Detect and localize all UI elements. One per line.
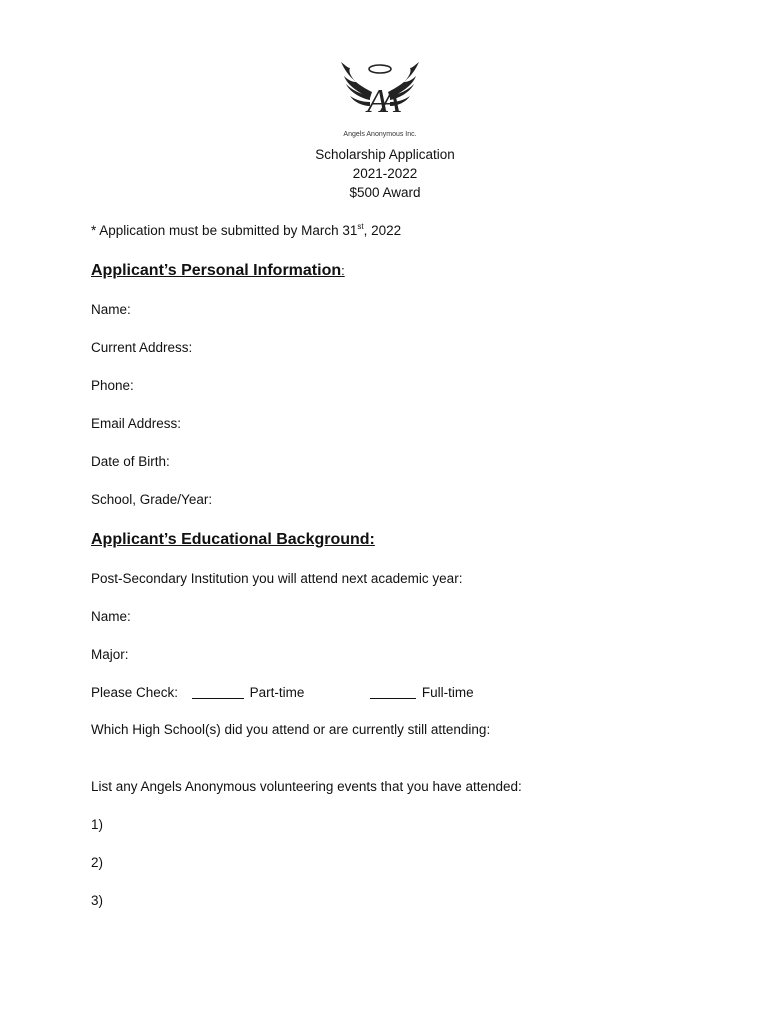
logo-caption: Angels Anonymous Inc. [343, 131, 417, 138]
full-time-label: Full-time [421, 685, 474, 700]
address-field-label: Current Address: [91, 340, 193, 355]
phone-field-label: Phone: [91, 378, 134, 393]
full-time-blank[interactable] [370, 686, 416, 699]
part-time-label: Part-time [249, 685, 305, 700]
deadline-text: * Application must be submitted by March 31 [91, 223, 358, 238]
logo-monogram: AA [367, 83, 393, 120]
personal-info-heading-text: Applicant’s Personal Information [91, 262, 342, 279]
high-school-prompt: Which High School(s) did you attend or are currently still attending: [91, 722, 491, 737]
institution-name-label: Name: [91, 609, 131, 624]
email-field-label: Email Address: [91, 416, 182, 431]
education-heading-text: Applicant’s Educational Background: [91, 531, 375, 548]
personal-info-heading-colon: : [341, 263, 345, 278]
application-year: 2021-2022 [352, 166, 418, 181]
enrollment-check-row [91, 685, 474, 701]
deadline-notice [91, 223, 401, 239]
angels-anonymous-logo [330, 56, 430, 144]
school-field-label: School, Grade/Year: [91, 492, 213, 507]
volunteer-item-3: 3) [91, 893, 104, 908]
name-field-label: Name: [91, 302, 131, 317]
institution-prompt: Post-Secondary Institution you will attend next academic year: [91, 571, 463, 586]
education-heading [91, 530, 375, 550]
major-label: Major: [91, 647, 129, 662]
document-title: Scholarship Application [315, 147, 455, 162]
volunteer-item-1: 1) [91, 817, 104, 832]
please-check-label: Please Check: [91, 685, 179, 700]
volunteer-item-2: 2) [91, 855, 104, 870]
volunteering-prompt: List any Angels Anonymous volunteering events that you have attended: [91, 779, 522, 794]
deadline-year: , 2022 [363, 223, 402, 238]
award-amount: $500 Award [349, 185, 421, 200]
personal-info-heading [91, 261, 345, 281]
deadline-superscript: st [357, 221, 364, 231]
part-time-blank[interactable] [192, 686, 244, 699]
dob-field-label: Date of Birth: [91, 454, 170, 469]
